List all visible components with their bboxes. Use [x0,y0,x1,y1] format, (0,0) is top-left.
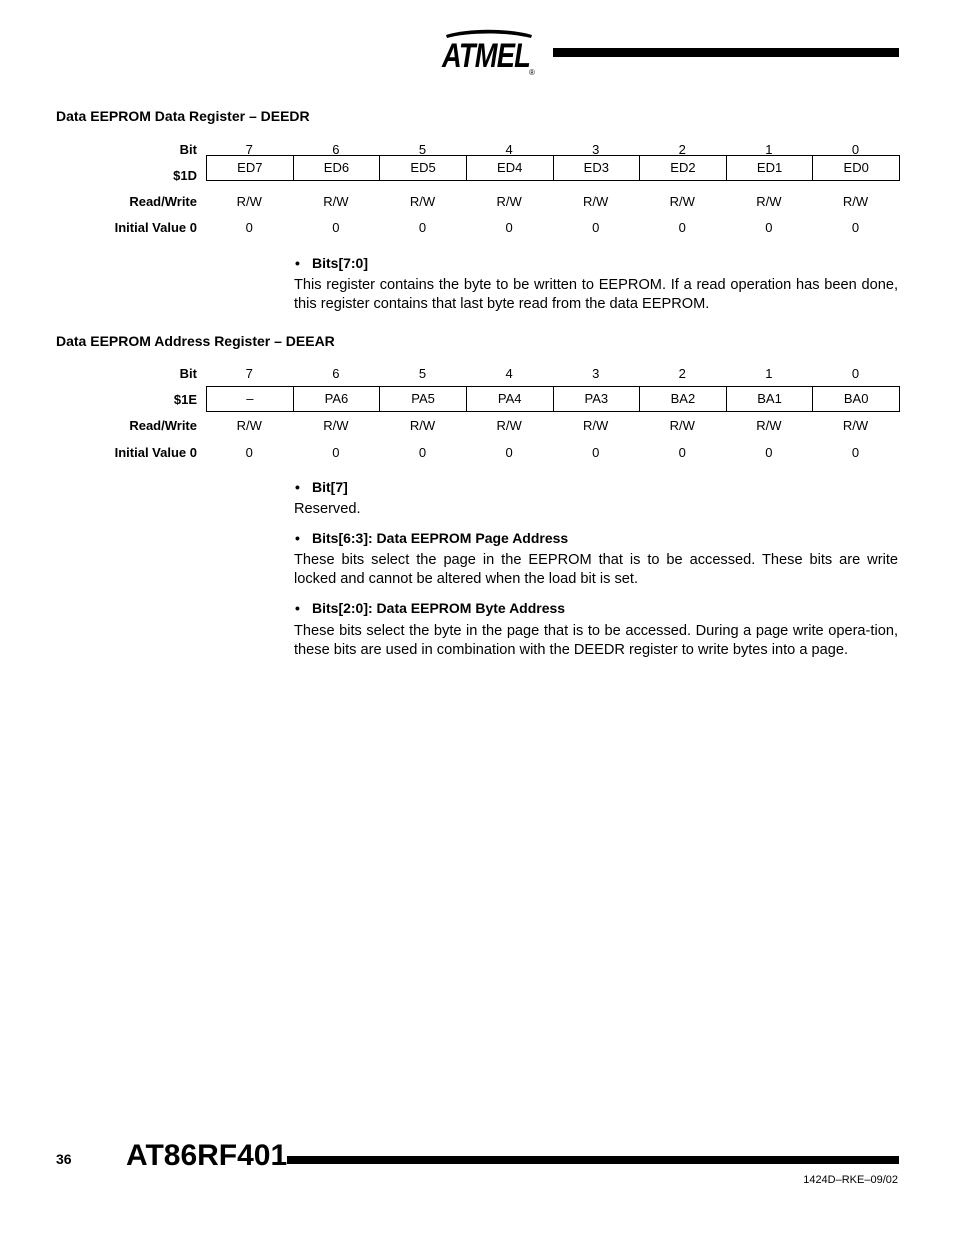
read-write-value: R/W [583,418,609,433]
bit-number: 3 [592,366,600,381]
read-write-value: R/W [496,418,522,433]
bit-field: BA1 [727,387,814,411]
bit-number: 1 [765,142,773,157]
initial-value: 0 [765,445,773,460]
bullet-heading: • Bit[7] [295,479,348,495]
bit-field-row [206,386,900,412]
bit-field: ED1 [727,156,814,180]
deedr-register-table [0,141,954,245]
svg-text:®: ® [529,68,535,77]
read-write-value: R/W [669,418,695,433]
read-write-value: R/W [323,418,349,433]
bit-number: 2 [678,142,686,157]
bit-field: ED0 [843,160,869,175]
bullet-heading: • Bits[2:0]: Data EEPROM Byte Address [295,600,566,616]
bit-field: PA4 [467,387,554,411]
initial-value: 0 [245,445,253,460]
bit-field: BA2 [640,387,727,411]
read-write-value: R/W [236,418,262,433]
bit-field: ED6 [294,156,381,180]
atmel-logo [438,29,540,77]
read-write-value: R/W [842,194,869,209]
bit-field: ED5 [380,156,467,180]
bit-number: 7 [245,366,253,381]
bit-number: 4 [505,366,513,381]
initial-value: 0 [851,220,860,235]
footer-rule [287,1156,899,1164]
initial-value: 0 [245,220,253,235]
read-write-value: R/W [756,418,782,433]
document-reference: 1424D–RKE–09/02 [803,1174,898,1186]
bit-field: ED3 [554,156,641,180]
read-write-value: R/W [496,194,522,209]
bit-row-label: Bit [179,142,197,157]
bullet-heading: • Bits[6:3]: Data EEPROM Page Address [295,530,569,546]
bit-field: ED7 [207,156,294,180]
bit-field: BA0 [843,391,869,406]
bit-field: PA3 [554,387,641,411]
deedr-heading: Data EEPROM Data Register – DEEDR [56,108,310,124]
initial-value: 0 [765,220,773,235]
register-address: $1D [173,168,197,183]
bit-number: 6 [332,142,340,157]
initial-value: 0 [678,445,686,460]
bit-number: 4 [505,142,513,157]
initial-value: 0 [678,220,686,235]
bullet-heading: • Bits[7:0] [295,255,369,271]
description-paragraph: This register contains the byte to be written to EEPROM. If a read operation has been done, this register contains that last byte read from the data EEPROM. [294,277,898,312]
bit-number: 0 [851,366,860,381]
bit-field: ED2 [640,156,727,180]
deear-register-table [0,365,954,469]
initial-value: 0 [332,445,340,460]
header-rule [553,48,899,57]
initial-value: 0 [592,220,600,235]
read-write-row-label: Read/Write [129,194,197,209]
read-write-value: R/W [583,194,609,209]
read-write-row-label: Read/Write [129,418,197,433]
read-write-value: R/W [409,194,436,209]
bit-number: 5 [418,142,427,157]
read-write-value: R/W [669,194,695,209]
bit-number: 6 [332,366,340,381]
initial-value: 0 [505,445,513,460]
initial-value-row-label: Initial Value 0 [114,220,197,235]
initial-value: 0 [418,445,427,460]
product-name: AT86RF401 [126,1139,288,1172]
bit-number: 3 [592,142,600,157]
initial-value: 0 [592,445,600,460]
bit-row-label: Bit [179,366,197,381]
description-paragraph: These bits select the byte in the page that is to be accessed. During a page write opera-tion, these bits are used in combination with the DEEDR register to write bytes into a page. [294,623,898,658]
bit-field: – [207,387,294,411]
read-write-value: R/W [323,194,349,209]
deear-heading: Data EEPROM Address Register – DEEAR [56,333,335,349]
bit-number: 5 [418,366,427,381]
description-paragraph: These bits select the page in the EEPROM that is to be accessed. These bits are write locked and cannot be altered when the load bit is set. [294,552,898,587]
read-write-value: R/W [409,418,436,433]
bit-number: 1 [765,366,773,381]
initial-value: 0 [332,220,340,235]
initial-value: 0 [418,220,427,235]
bit-field-row [206,155,900,181]
bit-number: 0 [851,142,860,157]
initial-value: 0 [851,445,860,460]
read-write-value: R/W [842,418,869,433]
read-write-value: R/W [236,194,262,209]
read-write-value: R/W [756,194,782,209]
description-paragraph: Reserved. [294,501,361,517]
bit-number: 2 [678,366,686,381]
bit-field: ED4 [467,156,554,180]
register-address: $1E [173,392,197,407]
initial-value-row-label: Initial Value 0 [114,445,197,460]
page-number: 36 [56,1151,72,1167]
initial-value: 0 [505,220,513,235]
bit-field: PA5 [380,387,467,411]
bit-number: 7 [245,142,253,157]
svg-text:ATMEL: ATMEL [441,37,530,75]
bit-field: PA6 [294,387,381,411]
